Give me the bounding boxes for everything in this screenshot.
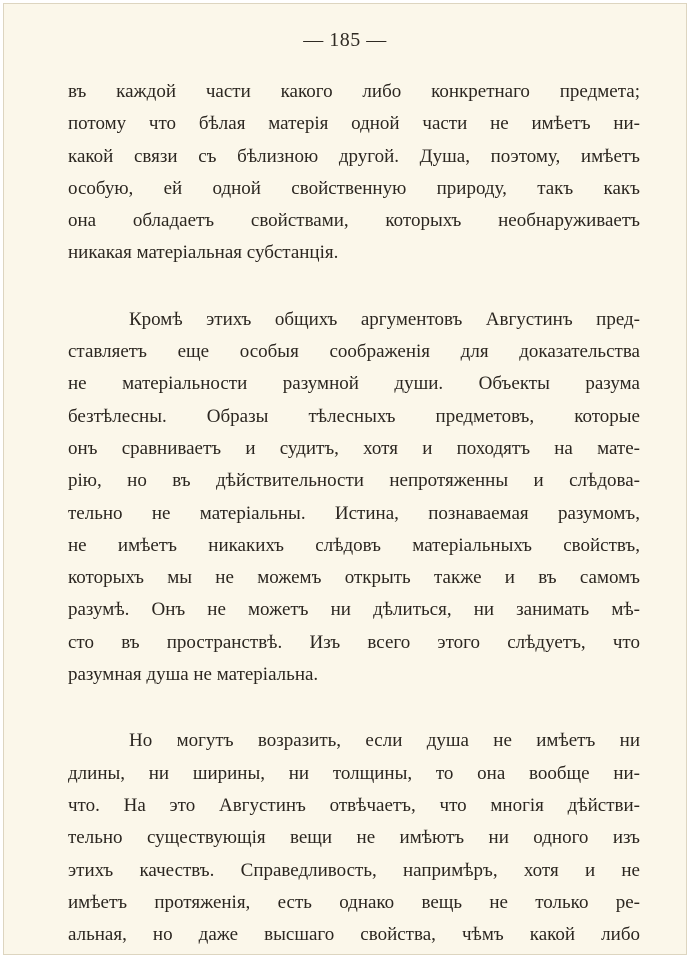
text-line: никакая матеріальная субстанція. [68,242,339,264]
text-line: Кромѣ этихъ общихъ аргументовъ Августинъ пред- [129,308,640,330]
text-line: Но могутъ возразить, если душа не имѣетъ ни [129,730,640,752]
text-line: что. На это Августинъ отвѣчаетъ, что многія дѣйстви- [68,794,640,816]
text-line: тельно не матеріальны. Истина, познаваемая разумомъ, [68,502,640,524]
text-line: не матеріальности разумной души. Объекты разума [68,373,640,395]
body-text [68,76,640,951]
text-line: сто въ пространствѣ. Изъ всего этого слѣдуетъ, что [68,631,640,653]
book-page [3,3,687,955]
text-line: рію, но въ дѣйствительности непротяженны и слѣдова- [68,470,640,492]
text-line: длины, ни ширины, ни толщины, то она вообще ни- [68,762,640,784]
text-line: имѣетъ протяженія, есть однако вещь не только ре- [68,891,640,913]
paragraph-2 [68,304,640,692]
text-line: ставляетъ еще особыя соображенія для доказательства [68,341,640,363]
text-line: тельно существующія вещи не имѣютъ ни одного изъ [68,827,640,849]
page-number: — 185 — [303,29,387,51]
paragraph-1 [68,76,640,270]
text-line: особую, ей одной свойственную природу, такъ какъ [68,177,640,199]
text-line: не имѣетъ никакихъ слѣдовъ матеріальныхъ свойствъ, [68,534,640,556]
text-line: разумная душа не матеріальна. [68,664,319,686]
text-line: безтѣлесны. Образы тѣлесныхъ предметовъ, которые [68,405,640,427]
text-line: потому что бѣлая матерія одной части не имѣетъ ни- [68,113,640,135]
paragraph-3 [68,725,640,951]
text-line: въ каждой части какого либо конкретнаго предмета; [68,81,640,102]
text-line: разумѣ. Онъ не можетъ ни дѣлиться, ни занимать мѣ- [68,599,640,621]
text-line: которыхъ мы не можемъ открыть также и въ самомъ [68,567,640,589]
text-line: она обладаетъ свойствами, которыхъ необнаруживаетъ [68,210,640,232]
text-line: онъ сравниваетъ и судитъ, хотя и походятъ на мате- [68,437,640,459]
text-line: этихъ качествъ. Справедливость, напримѣръ, хотя и не [68,859,640,881]
text-line: альная, но даже высшаго свойства, чѣмъ какой либо [68,924,640,946]
text-line: какой связи съ бѣлизною другой. Душа, поэтому, имѣетъ [68,145,640,167]
